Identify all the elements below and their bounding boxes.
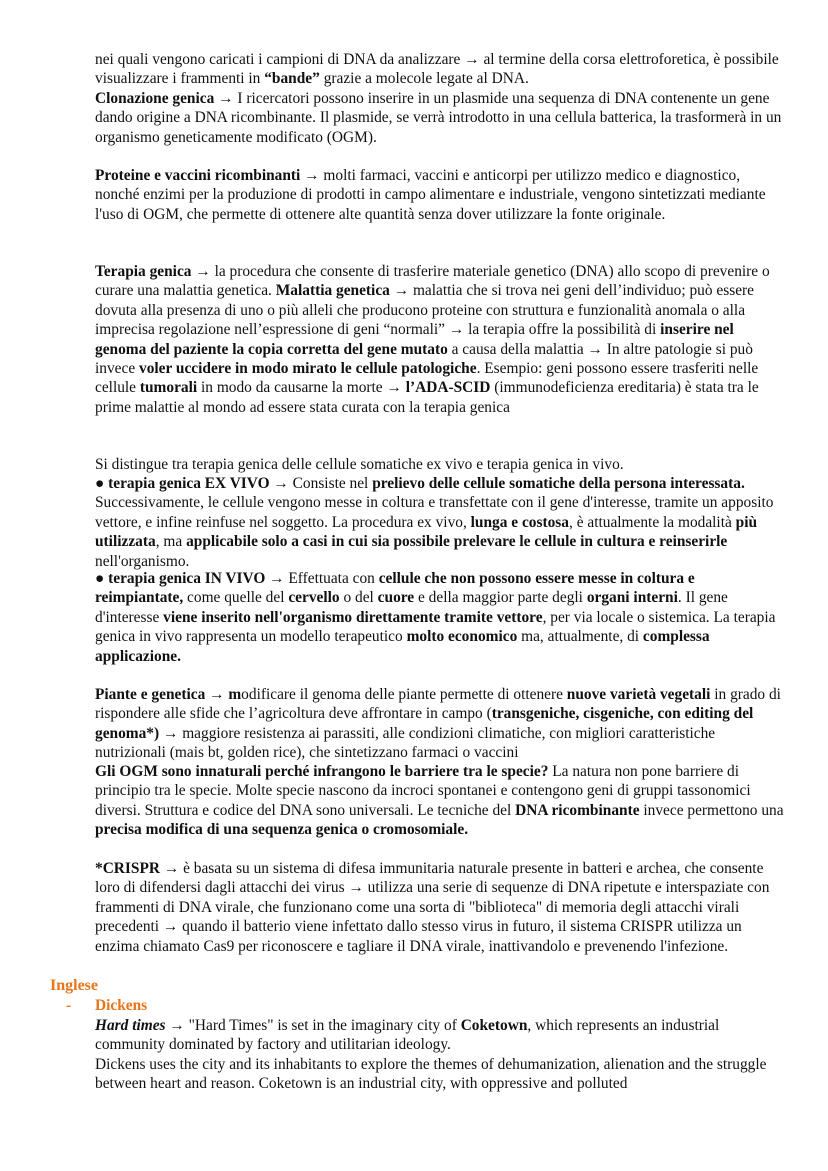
text-run: , è attualmente la modalità <box>569 513 736 531</box>
text-run: I ricercatori possono inserire in un plasmide una sequenza di DNA contenente un gene dando origine a DNA ricombinante. Il plasmide, se verrà introdotto in una cellula batterica, la trasformerà in un organismo geneticamente modificato (OGM). <box>95 90 782 146</box>
paragraph-ogm-question <box>95 762 785 840</box>
list-dash: - <box>66 997 72 1014</box>
text-run: Si distingue tra terapia genica delle cellule somatiche ex vivo e terapia genica in vivo. <box>95 456 624 473</box>
text-run-bold: cervello <box>288 589 340 607</box>
paragraph-cloning <box>95 89 785 147</box>
paragraph-therapy-types <box>95 455 785 474</box>
text-run-bold: DNA ricombinante <box>515 801 640 819</box>
text-run: come quelle del <box>183 589 289 607</box>
text-run: → Consiste nel <box>269 475 373 492</box>
text-run-bold: voler uccidere in modo mirato le cellule patologiche <box>139 360 477 378</box>
text-run-bold: Clonazione genica → <box>95 90 234 107</box>
text-run: a causa della malattia → In altre patologie si può invece <box>95 340 753 378</box>
text-run: in grado di rispondere alle sfide che l’agricoltura deve affrontare in campo ( <box>95 686 781 723</box>
text-run: , which represents an industrial community dominated by factory and utilitarian ideology. <box>95 1017 720 1054</box>
text-run-bold <box>95 1017 166 1034</box>
text-run-bold: *CRISPR <box>95 860 160 877</box>
text-run: nell'organismo. <box>95 552 190 570</box>
paragraph-plants-genetics <box>95 685 785 763</box>
text-run-bold: cellule che non possono essere messe in coltura e reimpiantate, <box>95 570 695 607</box>
paragraph-crispr <box>95 859 785 956</box>
text-run-bold: cuore <box>377 589 415 607</box>
paragraph-in-vivo <box>95 569 785 666</box>
text-run-bold: nuove varietà vegetali <box>566 686 711 703</box>
paragraph-gene-therapy <box>95 262 785 417</box>
text-run: "Hard Times" is set in the imaginary city of <box>184 1017 461 1034</box>
text-run: (immunodeficienza ereditaria) è stata tra le prime malattie al mondo ad essere stata curata con la terapia genica <box>95 379 759 416</box>
section-heading-inglese: Inglese <box>50 977 98 994</box>
text-run-bold: organi interni <box>586 589 678 607</box>
text-run-bold: Piante e genetica → m <box>95 686 242 703</box>
subsection-title: Dickens <box>95 997 148 1014</box>
text-run: → la procedura che consente di trasferire materiale genetico (DNA) allo scopo di prevenire o curare una malattia genetica. <box>95 263 770 300</box>
text-run-bold: complessa applicazione. <box>95 628 710 665</box>
text-run-bold: tumorali <box>139 379 198 397</box>
text-run-bold: Terapia genica <box>95 263 192 280</box>
text-run: Dickens uses the city and its inhabitants to explore the themes of dehumanization, alienation and the struggle between heart and reason. Coketown is an industrial city, with oppressive and polluted <box>95 1056 767 1093</box>
text-run: . Il gene d'interesse <box>95 589 728 626</box>
text-run-bold: lunga e costosa <box>470 513 569 531</box>
text-run: → Effettuata con <box>265 570 379 587</box>
text-run-bold: viene inserito nell'organismo direttamente tramite vettore <box>163 608 543 626</box>
paragraph-electrophoresis <box>95 50 785 89</box>
text-run: , per via locale o sistemica. La terapia genica in vivo rappresenta un modello terapeutico <box>95 608 776 646</box>
text-run: nei quali vengono caricati i campioni di DNA da analizzare → al termine della corsa elettroforetica, è possibile visualizzare i frammenti in <box>95 51 779 88</box>
text-run-bold: inserire nel genoma del paziente la copia corretta del gene mutato <box>95 321 734 358</box>
text-run: → maggiore resistenza ai parassiti, alle condizioni climatiche, con migliori caratteristiche nutrizionali (mais bt, golden rice), che sintetizzano farmaci o vaccini <box>95 724 716 762</box>
text-run-bold: Coketown <box>460 1017 528 1034</box>
text-run-bold: Proteine e vaccini ricombinanti → <box>95 167 320 184</box>
text-run: → è basata su un sistema di difesa immunitaria naturale presente in batteri e archea, che consente loro di difendersi dagli attacchi dei virus → utilizza una serie di sequenze di DNA ripetute e interspaziate con frammenti di DNA virale, che funzionano come una sorta di "biblioteca" di memoria degli attacchi virali precedenti → quando il batterio viene infettato dallo stesso virus in futuro, il sistema CRISPR utilizza un enzima chiamato Cas9 per riconoscere e tagliare il DNA virale, inattivandolo e prevenendo l'infezione. <box>95 860 770 955</box>
text-run-bold: transgeniche, cisgeniche, con editing del genoma*) <box>95 705 754 742</box>
paragraph-dickens-themes <box>95 1055 785 1094</box>
text-run: in modo da causarne la morte <box>197 379 387 397</box>
text-run: e della maggior parte degli <box>414 589 587 607</box>
subsection-heading-dickens <box>66 996 147 1015</box>
text-run-bold: prelievo delle cellule somatiche della persona interessata. <box>372 475 745 492</box>
text-run: Successivamente, le cellule vengono messe in coltura e transfettate con il gene d'interesse, tramite un apposito vettore, e infine reinfuse nel soggetto. La procedura ex vivo, <box>95 494 774 531</box>
text-run-bold: più utilizzata <box>95 513 758 551</box>
text-run-bold: ● terapia genica IN VIVO <box>95 570 266 587</box>
text-run: → malattia che si trova nei geni dell’individuo; può essere dovuta alla presenza di uno o più alleli che producono proteine con struttura e funzionalità anomala o alla imprecisa regolazione nell’espressione di geni “normali” → la terapia offre la possibilità di <box>95 282 755 339</box>
text-run: invece permettono una <box>639 801 784 819</box>
text-run: ma, attualmente, di <box>517 628 643 646</box>
text-run: molti farmaci, vaccini e anticorpi per utilizzo medico e diagnostico, nonché enzimi per la produzione di prodotti in campo alimentare e industriale, vengono sintetizzati mediante l'uso di OGM, che permette di ottenere alte quantità senza dover utilizzare la fonte originale. <box>95 167 766 223</box>
paragraph-ex-vivo <box>95 474 785 571</box>
text-run: grazie a molecole legate al DNA. <box>319 70 529 88</box>
text-run: o del <box>339 589 378 607</box>
text-run-bold: ● terapia genica EX VIVO <box>95 475 270 492</box>
paragraph-hard-times <box>95 1016 785 1055</box>
text-run: La natura non pone barriere di principio tra le specie. Molte specie nascono da incroci spontanei e contengono geni di gruppi tassonomici diversi. Struttura e codice del DNA sono universali. Le tecniche del <box>95 763 751 819</box>
text-run-bold: Malattia genetica <box>275 282 390 300</box>
paragraph-recombinant-proteins <box>95 166 785 224</box>
text-run-bold: “bande” <box>264 70 320 88</box>
text-run-bold: applicabile solo a casi in cui sia possibile prelevare le cellule in cultura e reinserirle <box>186 533 728 551</box>
text-run: , ma <box>155 533 187 551</box>
text-run-bold: precisa modifica di una sequenza genica o cromosomiale. <box>95 821 469 839</box>
text-run: odificare il genoma delle piante permette di ottenere <box>241 686 567 703</box>
text-run-bold: molto economico <box>406 628 518 646</box>
text-run-bold: Gli OGM sono innaturali perché infrangono le barriere tra le specie? <box>95 763 549 780</box>
text-run-bold-italic: Hard times <box>95 1017 166 1034</box>
text-run-bold: → l’ADA-SCID <box>386 379 491 397</box>
text-run: . Esempio: geni possono essere trasferiti nelle cellule <box>95 360 759 397</box>
text-run-bold: → <box>165 1017 185 1034</box>
